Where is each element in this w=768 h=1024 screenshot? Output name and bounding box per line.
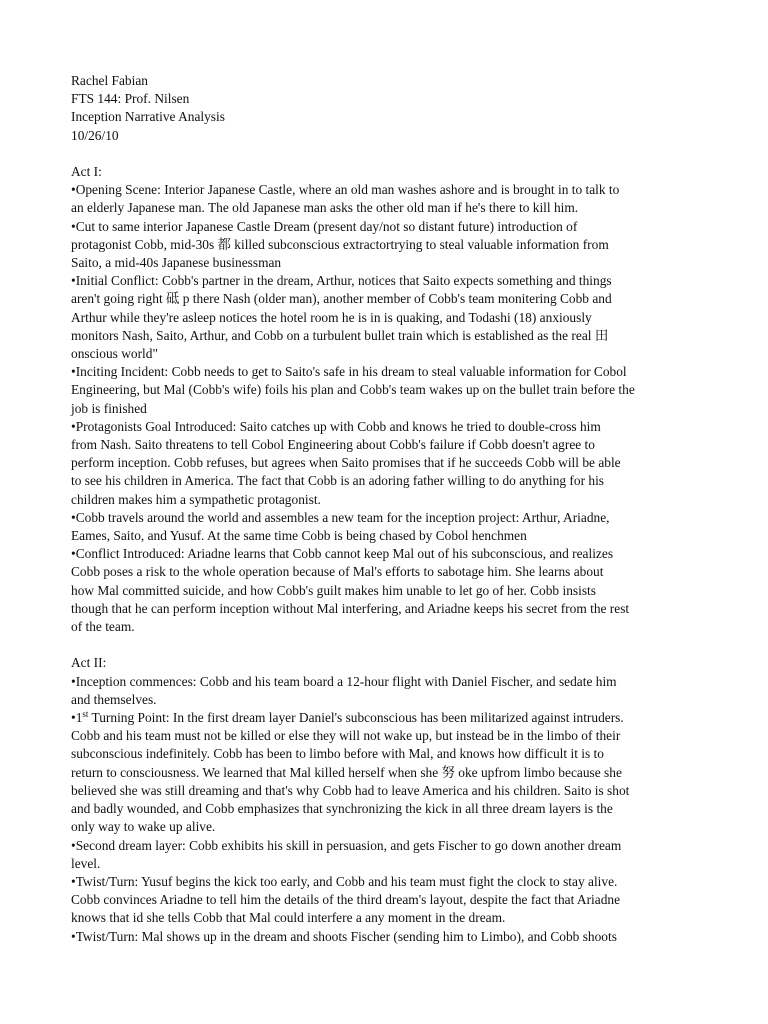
text-line: Cobb and his team must not be killed or else they will not wake up, but instead be in the limbo of their — [71, 728, 621, 744]
text-line: Cobb poses a risk to the whole operation because of Mal's efforts to sabotage him. She learns about — [71, 564, 604, 580]
act1-bullets — [71, 181, 703, 636]
text-line: and themselves. — [71, 691, 157, 707]
text-line: •Twist/Turn: Yusuf begins the kick too early, and Cobb and his team must fight the clock to stay alive. — [71, 873, 618, 889]
text-line: •Second dream layer: Cobb exhibits his skill in persuasion, and gets Fischer to go down another dream — [71, 837, 622, 853]
turning-point-first-line-text: Turning Point: In the first dream layer Daniel's subconscious has been militarized against intruders. — [88, 710, 624, 726]
author-name: Rachel Fabian — [71, 73, 148, 88]
text-line: •Initial Conflict: Cobb's partner in the dream, Arthur, notices that Saito expects something and things — [71, 273, 612, 289]
turning-point-ordinal: st — [82, 709, 89, 720]
text-line: monitors Nash, Saito, Arthur, and Cobb on a turbulent bullet train which is established as the real 田 — [71, 327, 609, 343]
text-line: an elderly Japanese man. The old Japanese man asks the other old man if he's there to kill him. — [71, 200, 579, 216]
document-page — [71, 72, 703, 946]
text-line: though that he can perform inception without Mal interfering, and Ariadne keeps his secret from the rest — [71, 600, 630, 616]
text-line: •Twist/Turn: Mal shows up in the dream and shoots Fischer (sending him to Limbo), and Cobb shoots — [71, 928, 617, 944]
text-line: •Protagonists Goal Introduced: Saito catches up with Cobb and knows he tried to double-cross him — [71, 418, 601, 434]
act1-bullet-item — [71, 545, 703, 636]
text-line: •Cobb travels around the world and assembles a new team for the inception project: Arthur, Ariadne, — [71, 509, 610, 525]
text-line: job is finished — [71, 400, 147, 416]
text-line: •Conflict Introduced: Ariadne learns that Cobb cannot keep Mal out of his subconscious, and realizes — [71, 546, 614, 562]
text-line: knows that id she tells Cobb that Mal could interfere a any moment in the dream. — [71, 910, 506, 926]
text-line: •Inciting Incident: Cobb needs to get to Saito's safe in his dream to steal valuable information for Cobol — [71, 364, 627, 380]
turning-point-lines — [71, 727, 703, 836]
text-line: from Nash. Saito threatens to tell Cobol Engineering about Cobb's failure if Cobb doesn't agree to — [71, 437, 595, 453]
text-line: Eames, Saito, and Yusuf. At the same time Cobb is being chased by Cobol henchmen — [71, 528, 527, 544]
act2-heading: Act II: — [71, 655, 107, 671]
act2-bullet-inception — [71, 673, 703, 709]
text-line: •Inception commences: Cobb and his team board a 12-hour flight with Daniel Fischer, and sedate him — [71, 673, 617, 689]
text-line: return to consciousness. We learned that Mal killed herself when she 努 oke upfrom limbo because she — [71, 764, 622, 780]
act2-bullet-item — [71, 928, 703, 946]
text-line: of the team. — [71, 619, 135, 635]
text-line: perform inception. Cobb refuses, but agrees when Saito promises that if he succeeds Cobb will be able — [71, 455, 621, 471]
text-line: Cobb convinces Ariadne to tell him the details of the third dream's layout, despite the fact that Ariadne — [71, 892, 621, 908]
header-block — [71, 72, 703, 145]
text-line: Saito, a mid-40s Japanese businessman — [71, 255, 282, 271]
act1-bullet-item — [71, 418, 703, 509]
act2-bullet-item — [71, 873, 703, 928]
act2-bullet-turning-point — [71, 709, 703, 836]
act1-heading: Act I: — [71, 164, 102, 179]
text-line: only way to wake up alive. — [71, 819, 216, 835]
act2-bullets — [71, 837, 703, 946]
document-date: 10/26/10 — [71, 127, 119, 143]
text-line: •Opening Scene: Interior Japanese Castle, where an old man washes ashore and is brought in to talk to — [71, 182, 620, 198]
text-line: aren't going right 砥 p there Nash (older man), another member of Cobb's team monitering Cobb and — [71, 291, 612, 307]
course-line: FTS 144: Prof. Nilsen — [71, 91, 190, 107]
act2-bullet-item — [71, 837, 703, 873]
text-line: Engineering, but Mal (Cobb's wife) foils his plan and Cobb's team wakes up on the bullet train before the — [71, 382, 635, 398]
text-line: subconscious indefinitely. Cobb has been to limbo before with Mal, and knows how difficult it is to — [71, 746, 604, 762]
text-line: children makes him a sympathetic protagonist. — [71, 491, 321, 507]
spacer — [71, 145, 703, 163]
text-line: to see his children in America. The fact that Cobb is an adoring father willing to do anything for his — [71, 473, 605, 489]
text-line: how Mal committed suicide, and how Cobb's guilt makes him unable to let go of her. Cobb insists — [71, 582, 596, 598]
act1-bullet-item — [71, 363, 703, 418]
text-line: protagonist Cobb, mid-30s 都 killed subconscious extractortrying to steal valuable information from — [71, 236, 609, 252]
text-line: and badly wounded, and Cobb emphasizes that synchronizing the kick in all three dream layers is the — [71, 801, 613, 817]
text-line: •Cut to same interior Japanese Castle Dream (present day/not so distant future) introduction of — [71, 218, 578, 234]
document-title: Inception Narrative Analysis — [71, 109, 225, 125]
act1-bullet-item — [71, 218, 703, 273]
spacer — [71, 636, 703, 654]
turning-point-first-line — [71, 709, 703, 727]
text-line: onscious world" — [71, 346, 158, 362]
text-line: Arthur while they're asleep notices the hotel room he is in is quaking, and Todashi (18) anxiously — [71, 309, 592, 325]
turning-point-prefix: •1 — [71, 710, 83, 726]
act1-bullet-item — [71, 509, 703, 545]
text-line: believed she was still dreaming and that's why Cobb had to leave America and his children. Saito is shot — [71, 782, 630, 798]
text-line: level. — [71, 855, 101, 871]
act1-bullet-item — [71, 272, 703, 363]
act1-bullet-item — [71, 181, 703, 217]
